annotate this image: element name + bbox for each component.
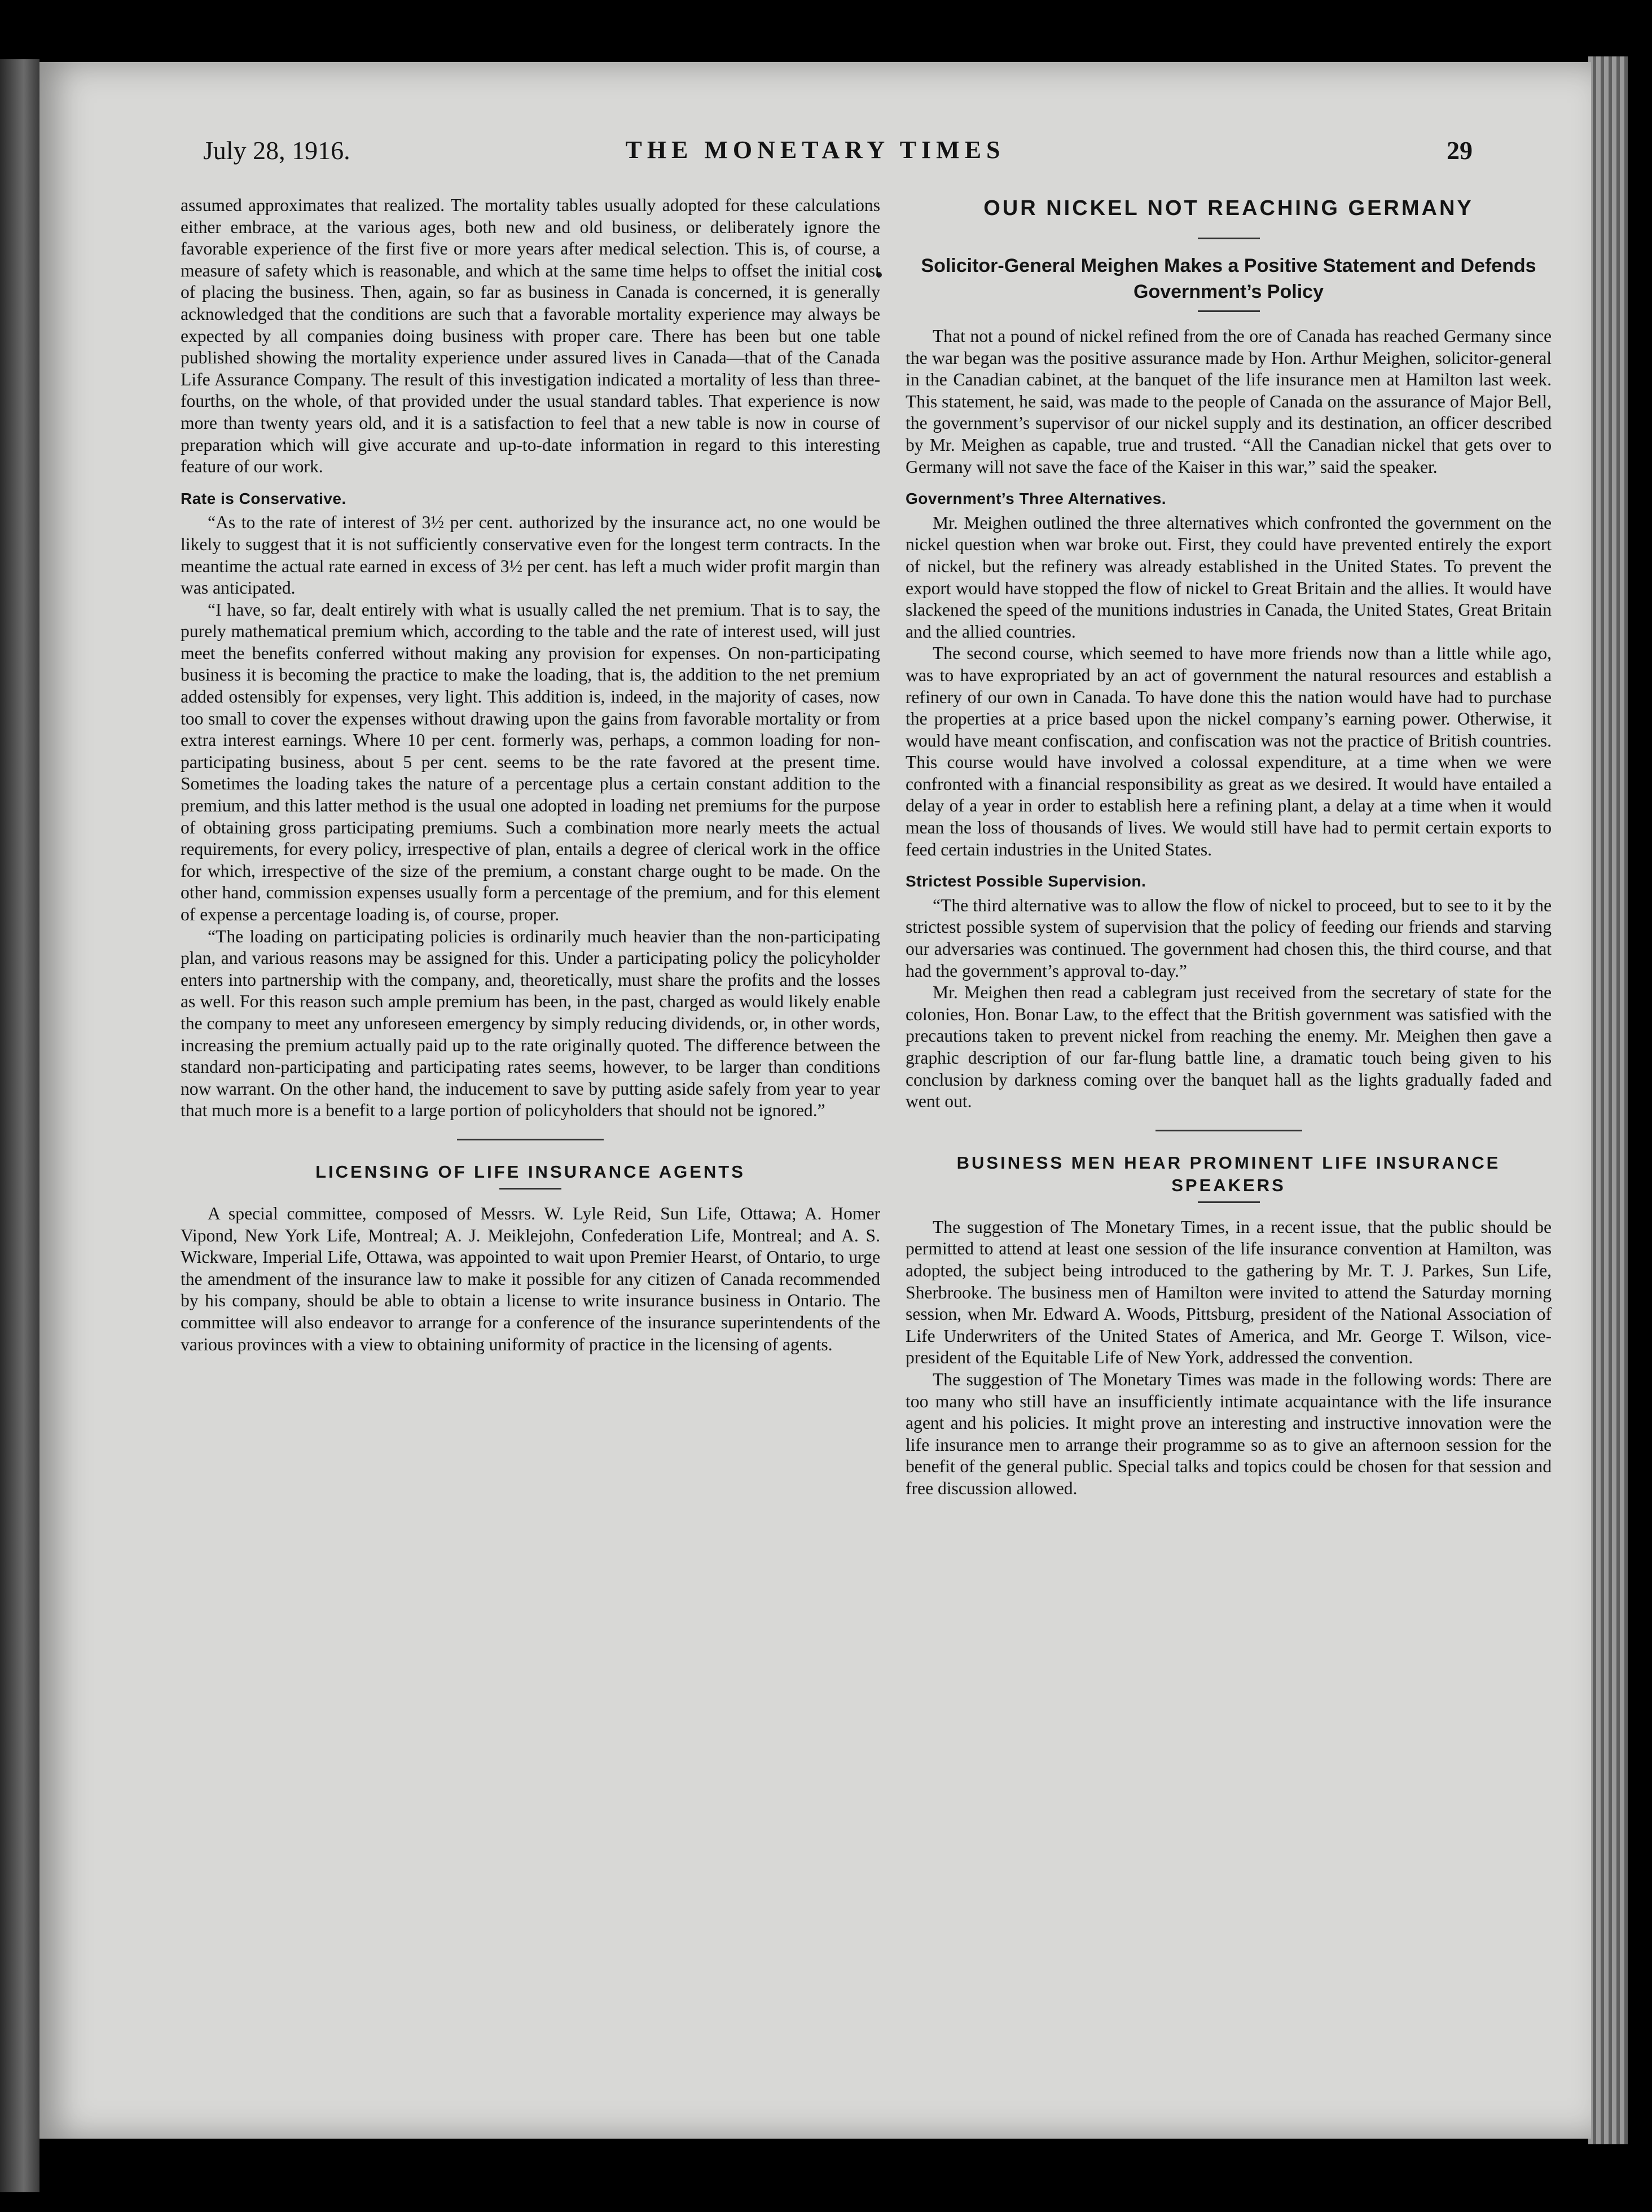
subhead-three-alternatives: Government’s Three Alternatives. (906, 490, 1167, 508)
business-article-title: BUSINESS MEN HEAR PROMINENT LIFE INSURANCE SPEAKERS (956, 1152, 1501, 1195)
paragraph: “As to the rate of interest of 3½ per cent. authorized by the insurance act, no one would be likely to suggest that it is not sufficiently conservative even for the longest term contracts. In the meantime the actual rate earned in excess of 3½ per cent. has left a much wider profit margin than was anticipated. (181, 512, 880, 598)
section-divider (457, 1139, 604, 1140)
book-binding (0, 59, 39, 2192)
running-head (39, 130, 1591, 169)
section-divider (1155, 1130, 1302, 1131)
title-rule (1198, 1201, 1260, 1203)
title-rule (1198, 238, 1260, 239)
paragraph: “The third alternative was to allow the flow of nickel to proceed, but to see to it by the strictest possible system of supervision that the policy of feeding our friends and starving our adversaries was continued. The government had chosen this, the third course, and that had the government’s approval to-day.” (906, 895, 1552, 981)
paragraph: “The loading on participating policies is ordinarily much heavier than the non-participating plan, and various reasons may be assigned for this. Under a participating policy the policyholder enters into partnership with the company, and, theoretically, must share the profits and the losses as well. For this reason such ample premium has been, in the past, charged as would likely enable the company to meet any unforeseen emergency by simply reducing dividends, or, in other words, increasing the premium actually paid up to the rate originally quoted. The difference between the standard non-participating and participating rates seems, however, to be larger than conditions now warrant. On the other hand, the inducement to save by putting aside safely from year to year that much more is a benefit to a large portion of policyholders that should not be ignored.” (181, 926, 880, 1121)
continued-paragraph: assumed approximates that realized. The mortality tables usually adopted for these calculations either embrace, at the various ages, both new and old business, or deliberately ignore the favorable experience of the first five or more years after medical selection. This is, of course, a measure of safety which is reasonable, and which at the same time helps to offset the initial cost of placing the business. Then, again, so far as business in Canada is concerned, it is generally acknowledged that the conditions are such that a favorable mortality experience may always be expected by all companies doing business with proper care. There has been but one table published showing the mortality experience under assured lives in Canada—that of the Canada Life Assurance Company. The result of this investigation indicated a mortality of less than three-fourths, on the whole, of that provided under the usual standard tables. That experience is now more than twenty years old, and it is a satisfaction to feel that a new table is now in course of preparation which will give accurate and up-to-date information in regard to this interesting feature of our work. (181, 195, 880, 477)
left-column (181, 195, 880, 1355)
nickel-article-title: OUR NICKEL NOT REACHING GERMANY (983, 196, 1474, 220)
nickel-article-subtitle: Solicitor-General Meighen Makes a Positive Statement and Defends Government’s Policy (921, 255, 1536, 302)
paragraph: The second course, which seemed to have more friends now than a little while ago, was to have expropriated by an act of government the natural resources and establish a refinery of our own in Canada. To have done this the nation would have had to purchase the properties at a price based upon the nickel company’s earning power. Otherwise, it would have meant confiscation, and confiscation was not the practice of British countries. This course would have involved a colossal expenditure, at a time when we were confronted with a financial responsibility as great as we desired. It would have entailed a delay of a year in order to establish here a refining plant, a delay at a time when it would mean the loss of thousands of lives. We would still have had to permit certain exports to feed certain industries in the United States. (906, 643, 1552, 859)
page-number: 29 (1447, 136, 1473, 165)
newspaper-page (39, 62, 1591, 2139)
title-rule (499, 1188, 561, 1190)
paragraph: The suggestion of The Monetary Times was made in the following words: There are too many who still have an insufficiently intimate acquaintance with the life insurance agent and his policies. It might prove an interesting and instructive innovation were the life insurance men to arrange their programme so as to give an afternoon session for the benefit of the general public. Special talks and topics could be chosen for that session and free discussion allowed. (906, 1369, 1552, 1498)
subhead-rate-conservative: Rate is Conservative. (181, 489, 346, 507)
subhead-strictest-supervision: Strictest Possible Supervision. (906, 872, 1146, 890)
paragraph: That not a pound of nickel refined from the ore of Canada has reached Germany since the war began was the positive assurance made by Hon. Arthur Meighen, solicitor-general in the Canadian cabinet, at the banquet of the life insurance men at Hamilton last week. This statement, he said, was made to the people of Canada on the assurance of Major Bell, the government’s supervisor of our nickel supply and its destination, an officer described by Mr. Meighen as capable, true and trusted. “All the Canadian nickel that gets over to Germany will not save the face of the Kaiser in this war,” said the speaker. (906, 326, 1552, 477)
publication-title: THE MONETARY TIMES (625, 136, 1005, 164)
paragraph: “I have, so far, dealt entirely with what is usually called the net premium. That is to say, the purely mathematical premium which, according to the table and the rate of interest used, will just meet the benefits conferred without making any provision for expenses. On non-participating business it is becoming the practice to make the loading, that is, the addition to the net premium added ostensibly for expenses, very light. This addition is, indeed, in the majority of cases, now too small to cover the expenses without drawing upon the gains from favorable mortality or from extra interest earnings. Where 10 per cent. formerly was, perhaps, a common loading for non-participating business, about 5 per cent. seems to be the rate favored at the present time. Sometimes the loading takes the nature of a percentage plus a certain constant addition to the premium, and this latter method is the usual one adopted in loading net premiums for the purpose of obtaining gross participating premiums. Such a combination more nearly meets the actual requirements, for every policy, irrespective of plan, entails a degree of clerical work in the office for which, irrespective of the size of the premium, a constant charge ought to be made. On the other hand, commission expenses usually form a percentage of the premium, and for this element of expense a percentage loading is, of course, proper. (181, 599, 880, 924)
page-edges (1588, 56, 1628, 2144)
paragraph: The suggestion of The Monetary Times, in a recent issue, that the public should be permitted to attend at least one session of the life insurance convention at Hamilton, was adopted, the subject being introduced to the gathering by Mr. T. J. Parkes, Sun Life, Sherbrooke. The business men of Hamilton were invited to attend the Saturday morning session, when Mr. Edward A. Woods, Pittsburg, president of the National Association of Life Underwriters of the United States of America, and Mr. George T. Wilson, vice-president of the Equitable Life of New York, addressed the convention. (906, 1217, 1552, 1368)
subtitle-rule (1198, 310, 1260, 312)
paragraph: Mr. Meighen outlined the three alternatives which confronted the government on the nickel question when war broke out. First, they could have prevented entirely the export of nickel, but the refinery was already established in the United States. To prevent the export would have stopped the flow of nickel to Great Britain and the allies. It would have slackened the speed of the munitions industries in Canada, the United States, Great Britain and the allied countries. (906, 512, 1552, 642)
licensing-article-body: A special committee, composed of Messrs. W. Lyle Reid, Sun Life, Ottawa; A. Homer Vipond, New York Life, Montreal; A. J. Meiklejohn, Confederation Life, Montreal; and A. S. Wickware, Imperial Life, Ottawa, was appointed to wait upon Premier Hearst, of Ontario, to urge the amendment of the insurance law to make it possible for any citizen of Canada recommended by his company, should be able to obtain a license to write insurance business in Ontario. The committee will also endeavor to arrange for a conference of the insurance superintendents of the various provinces with a view to obtaining uniformity of practice in the licensing of agents. (181, 1203, 880, 1354)
issue-date: July 28, 1916. (203, 136, 350, 165)
licensing-article-title: LICENSING OF LIFE INSURANCE AGENTS (315, 1161, 745, 1182)
right-column (906, 195, 1552, 1500)
paragraph: Mr. Meighen then read a cablegram just received from the secretary of state for the colonies, Hon. Bonar Law, to the effect that the British government was satisfied with the precautions taken to prevent nickel from reaching the enemy. Mr. Meighen then gave a graphic description of our far-flung battle line, a dramatic touch being given to his conclusion by darkness coming over the banquet hall as the lights gradually faded and went out. (906, 982, 1552, 1112)
